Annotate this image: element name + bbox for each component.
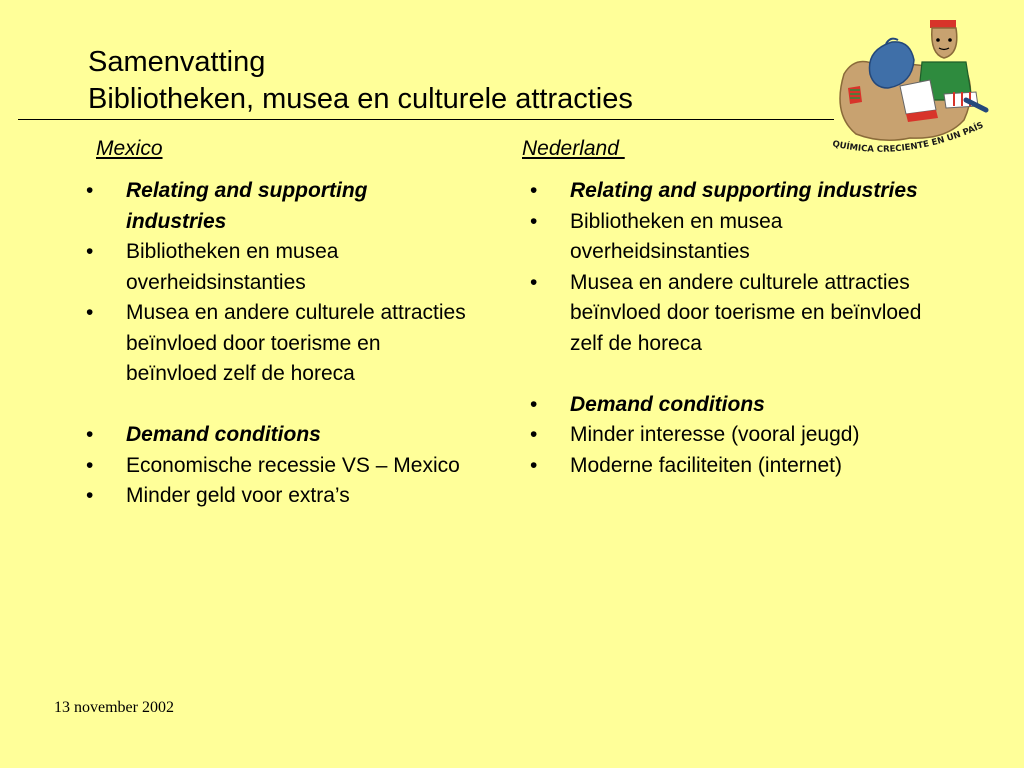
slide-title-line-2: Bibliotheken, musea en culturele attracties (88, 83, 633, 115)
list-item-text: Economische recessie VS – Mexico (126, 453, 460, 477)
list-item-text: Demand conditions (570, 392, 765, 416)
title-divider (18, 119, 834, 120)
bullet-dot-icon: • (530, 179, 538, 202)
bullet-dot-icon: • (530, 209, 538, 233)
list-item-text: Demand conditions (126, 423, 321, 446)
list-item-text: Moderne faciliteiten (internet) (570, 453, 842, 477)
list-item-text: Bibliotheken en musea overheidsinstanties (570, 209, 783, 263)
bullet-dot-icon: • (86, 301, 94, 324)
list-item-text: Minder geld voor extra’s (126, 484, 350, 507)
slide-title-line-1: Samenvatting (88, 46, 266, 78)
bullet-dot-icon: • (530, 453, 538, 477)
list-item (86, 298, 466, 390)
list-item (530, 268, 930, 360)
bullet-list-mexico (86, 176, 466, 512)
list-item-text: Minder interesse (vooral jeugd) (570, 423, 860, 446)
column-heading-mexico: Mexico (96, 137, 163, 160)
bullet-list-nederland (530, 176, 930, 481)
list-item (86, 176, 466, 237)
list-item (86, 237, 466, 298)
list-item (530, 390, 930, 421)
mexican-figure-logo (826, 14, 996, 164)
list-item-text: Relating and supporting industries (126, 179, 368, 233)
logo-caption: QUÍMICA CRECIENTE EN UN PAÍS (831, 120, 986, 155)
list-item-text: Musea en andere culturele attracties beïnvloed door toerisme en beïnvloed zelf de horeca (570, 270, 922, 355)
column-heading-nederland: Nederland (522, 137, 625, 160)
list-item-text: Bibliotheken en musea overheidsinstanties (126, 240, 339, 294)
bullet-dot-icon: • (86, 484, 94, 507)
bullet-dot-icon: • (530, 270, 538, 294)
list-item (530, 420, 930, 451)
slide-date: 13 november 2002 (54, 699, 174, 716)
bullet-dot-icon: • (86, 423, 94, 446)
mexican-figure-logo-icon (826, 14, 996, 164)
list-item (530, 451, 930, 482)
list-item (86, 481, 466, 512)
bullet-dot-icon: • (530, 423, 538, 446)
list-item (86, 420, 466, 451)
bullet-dot-icon: • (86, 240, 94, 263)
slide-title (88, 44, 633, 118)
list-item-text: Musea en andere culturele attracties beïnvloed door toerisme en beïnvloed zelf de horeca (126, 301, 466, 385)
bullet-dot-icon: • (86, 453, 94, 477)
bullet-dot-icon: • (86, 179, 94, 202)
list-item (530, 207, 930, 268)
list-item (530, 176, 930, 207)
list-item-text: Relating and supporting industries (570, 179, 918, 202)
list-item (86, 451, 466, 482)
bullet-dot-icon: • (530, 392, 538, 416)
